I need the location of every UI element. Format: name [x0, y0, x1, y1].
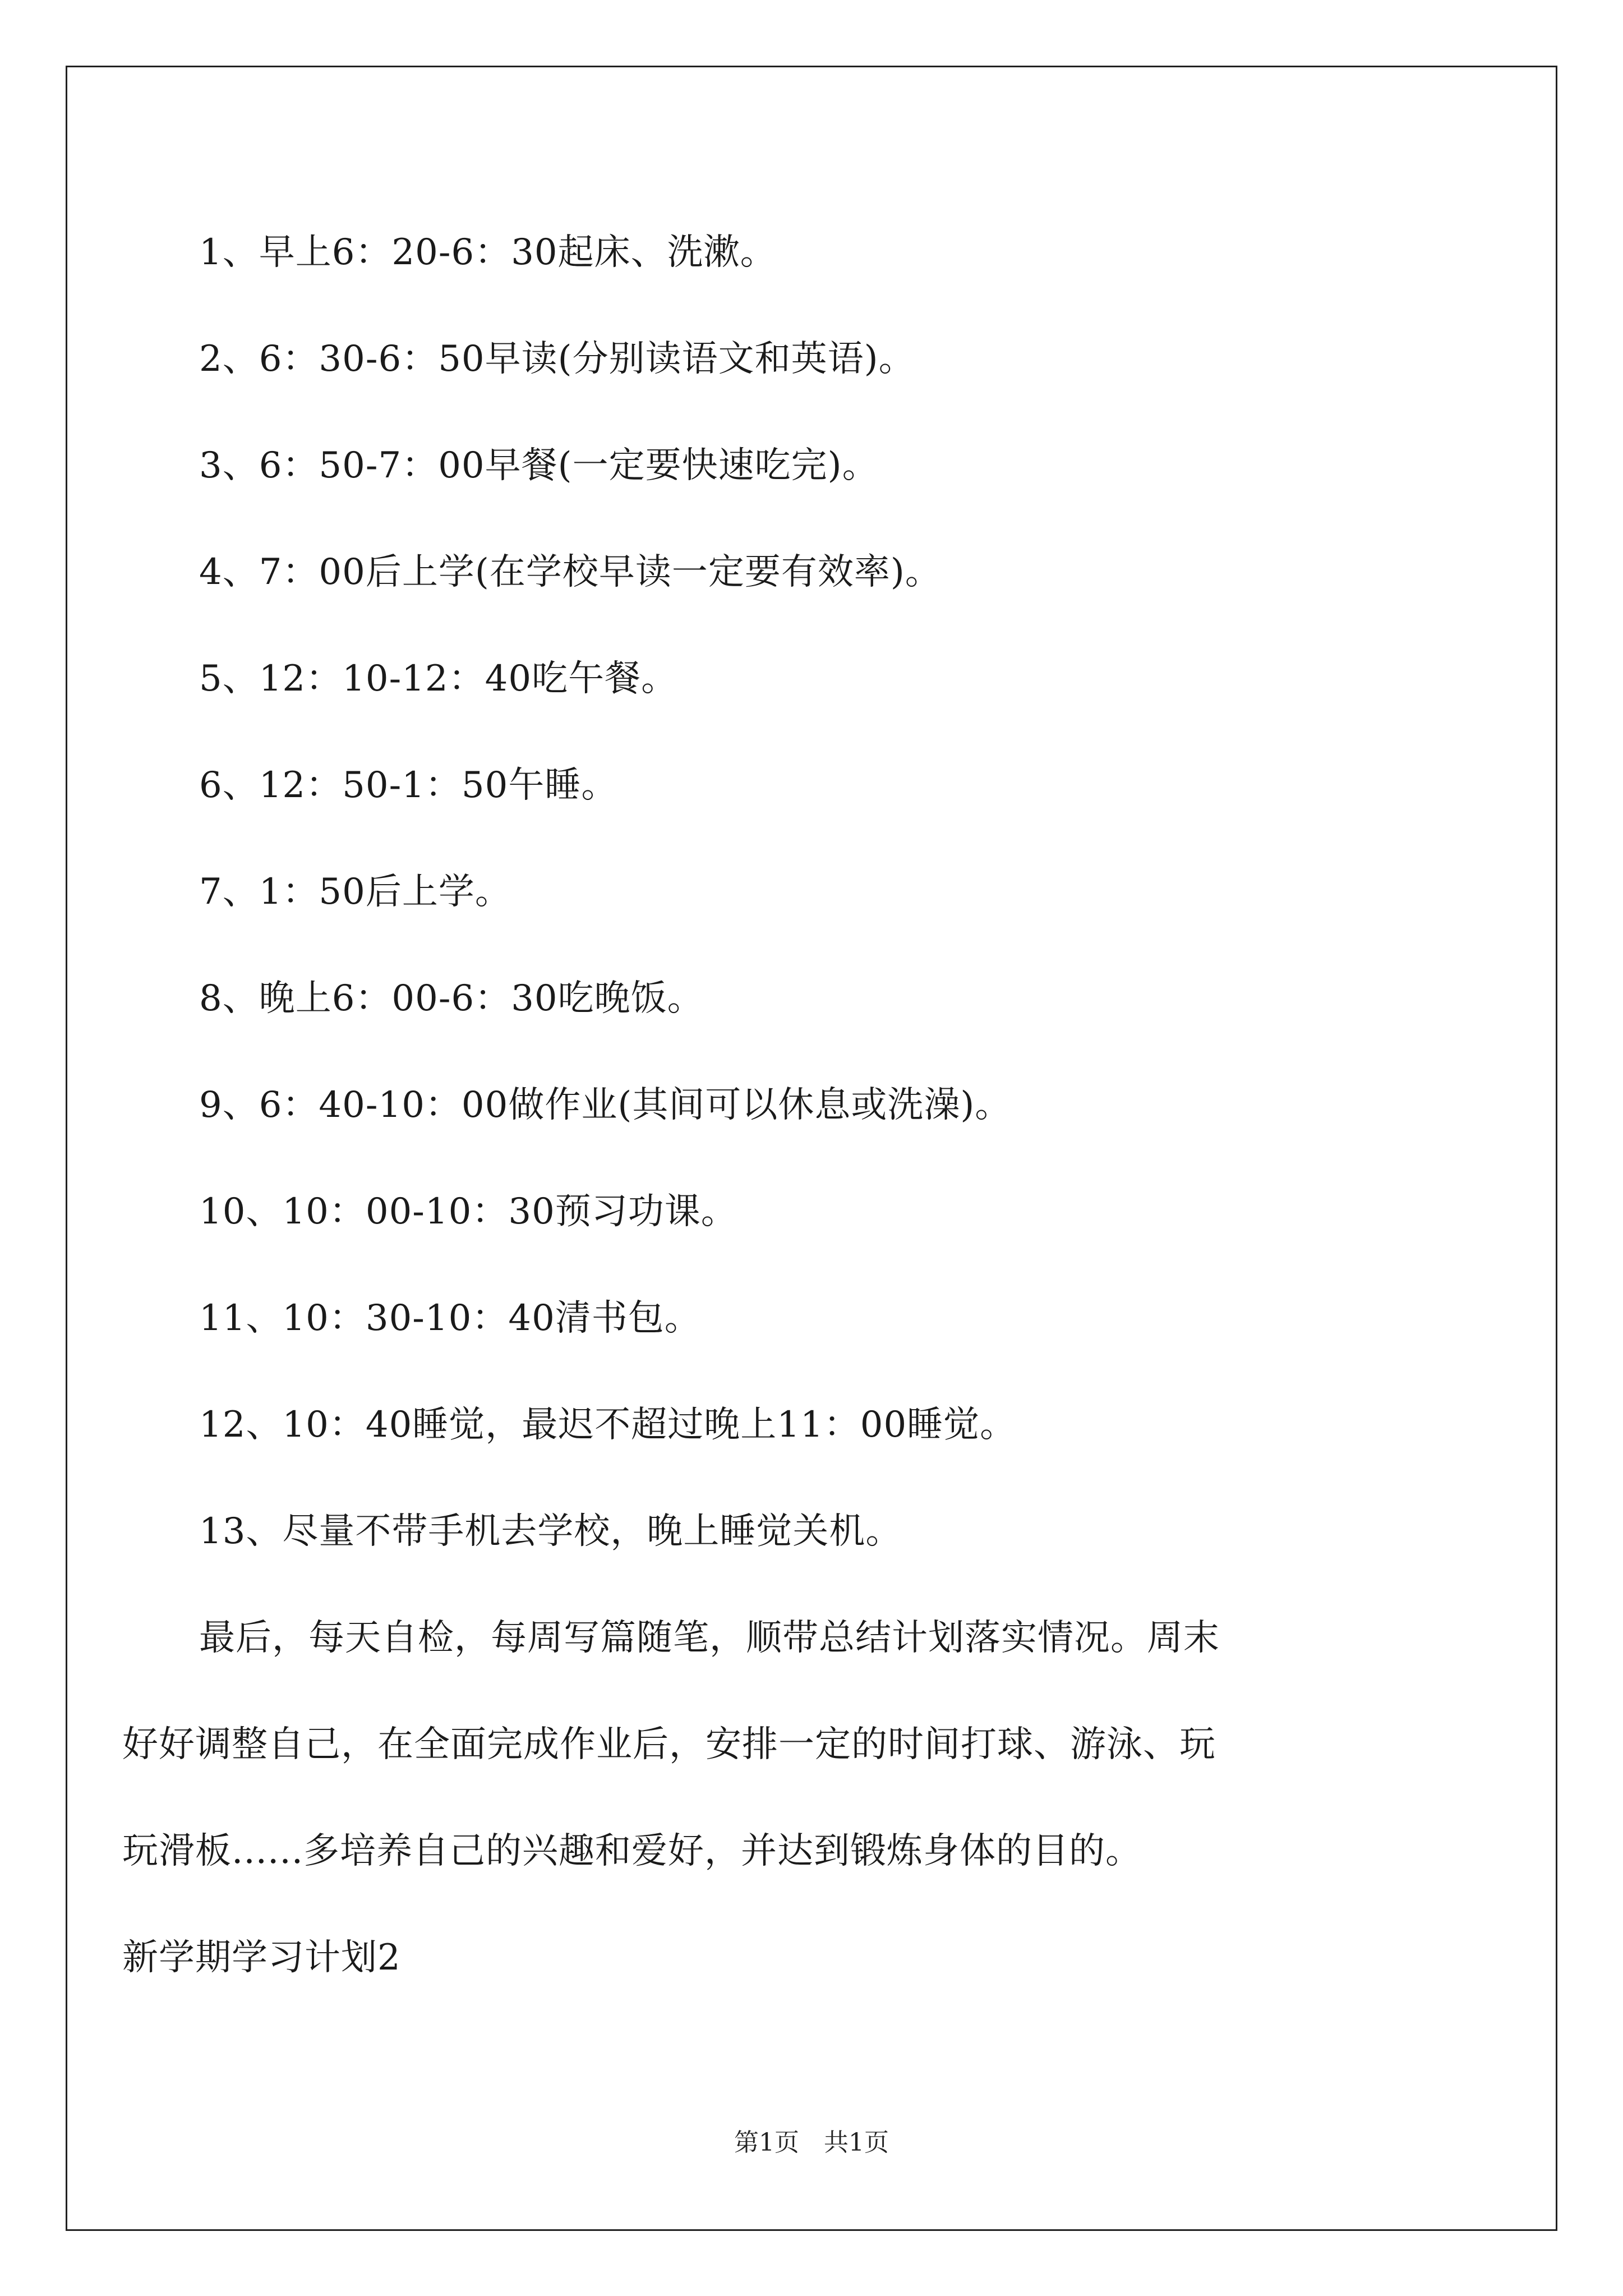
schedule-item-10: 10、10：00-10：30预习功课。	[199, 1191, 737, 1232]
schedule-item-11: 11、10：30-10：40清书包。	[199, 1297, 701, 1339]
summary-paragraph	[122, 1616, 1433, 1874]
schedule-item-6: 6、12：50-1：50午睡。	[199, 765, 618, 806]
schedule-item-13: 13、尽量不带手机去学校，晚上睡觉关机。	[199, 1511, 902, 1552]
schedule-item-5: 5、12：10-12：40吃午餐。	[199, 658, 678, 700]
page-footer: 第1页 共1页	[734, 2128, 889, 2157]
summary-line-3: 玩滑板......多培养自己的兴趣和爱好，并达到锻炼身体的目的。	[122, 1830, 1142, 1872]
schedule-item-8: 8、晚上6：00-6：30吃晚饭。	[199, 978, 704, 1019]
schedule-item-7: 7、1：50后上学。	[199, 871, 511, 913]
schedule-item-9: 9、6：40-10：00做作业(其间可以休息或洗澡)。	[199, 1084, 1012, 1126]
schedule-item-12: 12、10：40睡觉，最迟不超过晚上11：00睡觉。	[199, 1404, 1017, 1446]
section-heading: 新学期学习计划2	[122, 1937, 401, 1978]
schedule-item-2: 2、6：30-6：50早读(分别读语文和英语)。	[199, 338, 915, 380]
page-border	[66, 66, 1557, 2231]
schedule-item-4: 4、7：00后上学(在学校早读一定要有效率)。	[199, 551, 942, 593]
summary-line-1: 最后，每天自检，每周写篇随笔，顺带总结计划落实情况。周末	[199, 1617, 1220, 1659]
schedule-item-1: 1、早上6：20-6：30起床、洗漱。	[199, 232, 777, 273]
schedule-item-3: 3、6：50-7：00早餐(一定要快速吃完)。	[199, 445, 879, 486]
summary-line-2: 好好调整自己，在全面完成作业后，安排一定的时间打球、游泳、玩	[122, 1724, 1216, 1765]
